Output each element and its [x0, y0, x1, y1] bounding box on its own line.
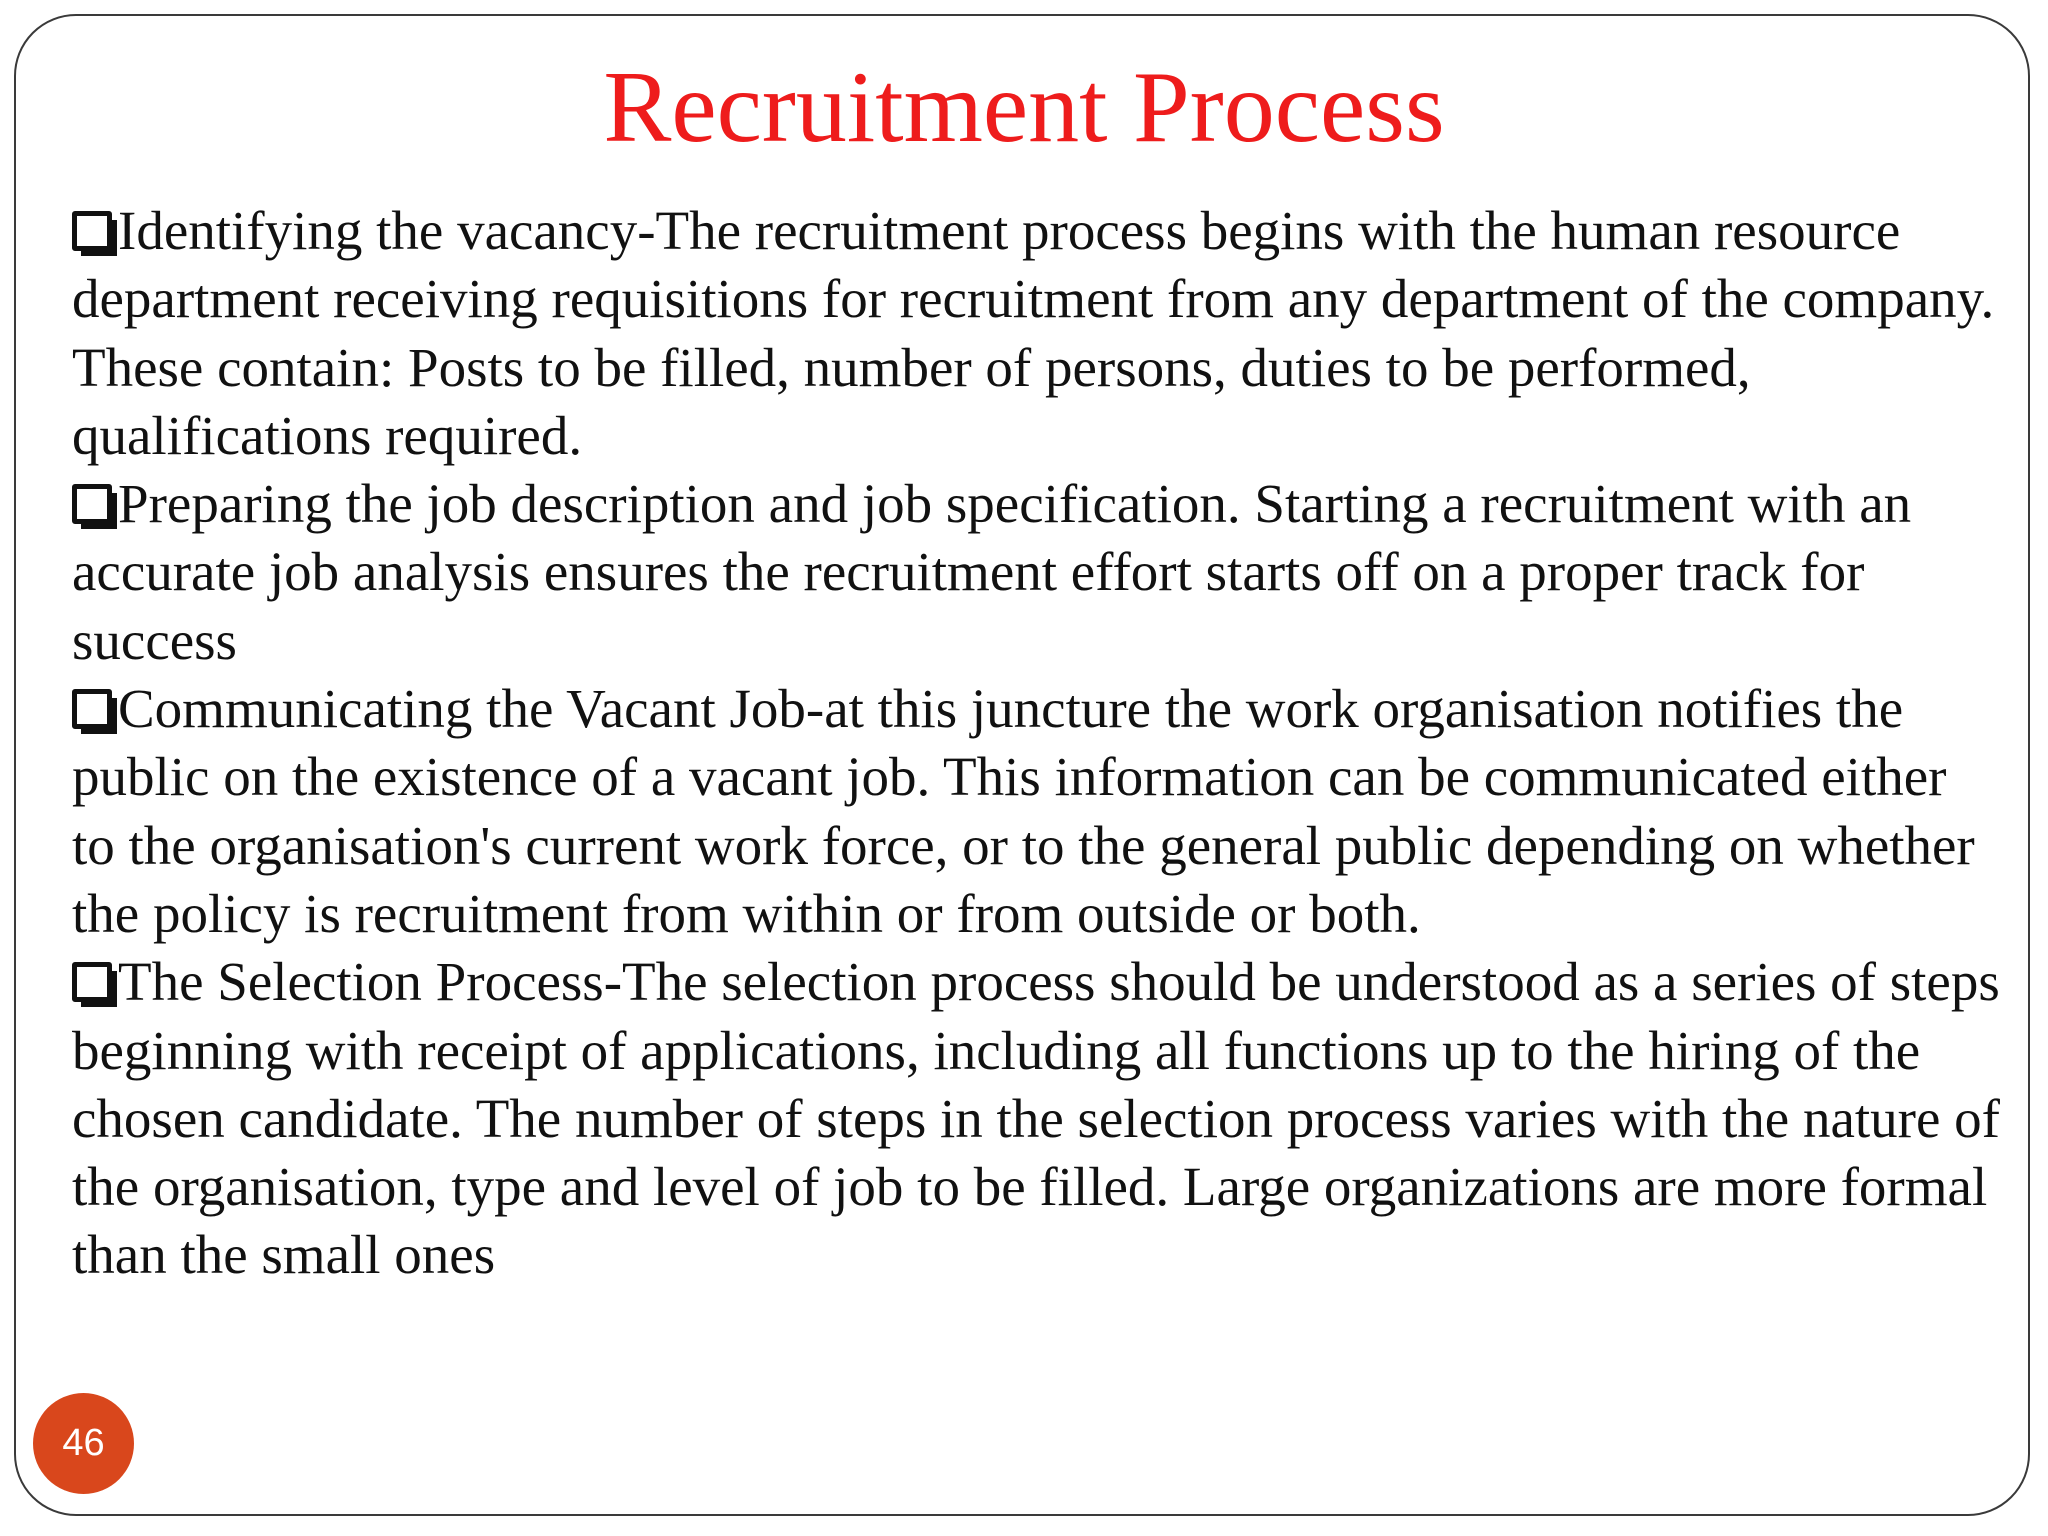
bullet-item-identifying-vacancy	[72, 197, 2002, 470]
bullet-text: Identifying the vacancy-The recruitment process begins with the human resource department receiving requisitions for recruitment from any department of the company. These contain: Posts to be filled, number of persons, duties to be performed, qualifications required.	[72, 200, 1995, 466]
bullet-text: Communicating the Vacant Job-at this juncture the work organisation notifies the public on the existence of a vacant job. This information can be communicated either to the organisation's current work force, or to the general public depending on whether the policy is recruitment from within or from outside or both.	[72, 678, 1975, 944]
bullet-text: The Selection Process-The selection process should be understood as a series of steps beginning with receipt of applications, including all functions up to the hiring of the chosen candidate. The number of steps in the selection process varies with the nature of the organisation, type and level of job to be filled. Large organizations are more formal than the small ones	[72, 951, 2000, 1286]
bullet-text: Preparing the job description and job specification. Starting a recruitment with an accurate job analysis ensures the recruitment effort starts off on a proper track for success	[72, 473, 1912, 671]
checkbox-square-bullet-icon	[72, 962, 112, 1002]
page-number-badge: 46	[33, 1393, 134, 1494]
bullet-item-job-description	[72, 470, 2002, 675]
checkbox-square-bullet-icon	[72, 689, 112, 729]
slide-title: Recruitment Process	[603, 51, 1445, 164]
checkbox-square-bullet-icon	[72, 484, 112, 524]
slide-body	[72, 197, 2002, 1290]
bullet-item-selection-process	[72, 948, 2002, 1289]
checkbox-square-bullet-icon	[72, 211, 112, 251]
bullet-item-communicating-vacant-job	[72, 675, 2002, 948]
